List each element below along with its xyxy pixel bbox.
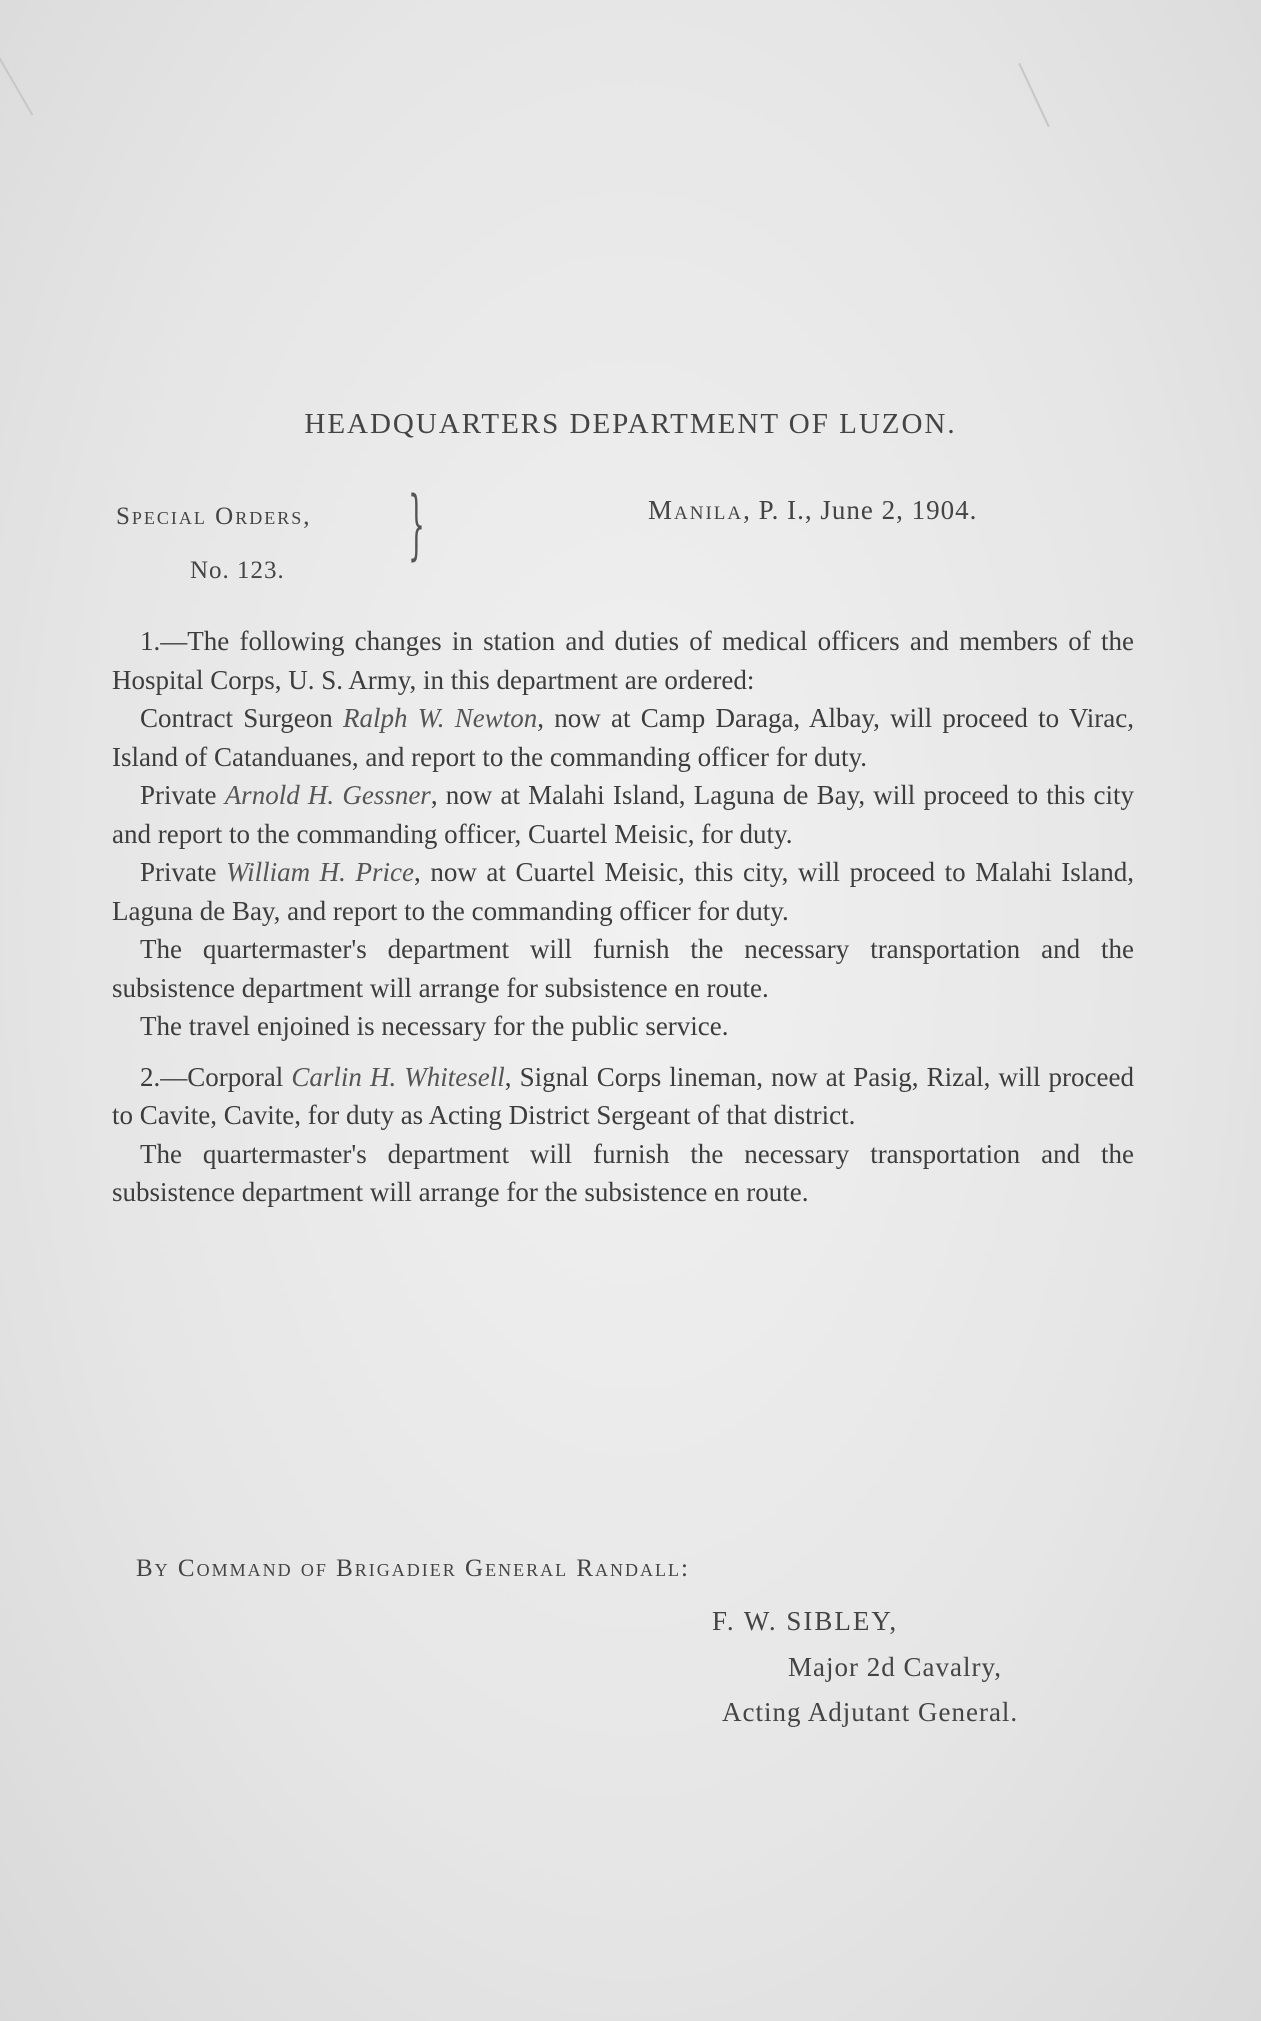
paragraph-newton	[112, 699, 1134, 776]
paragraph-public-service: The travel enjoined is necessary for the public service.	[140, 1011, 729, 1041]
text-segment: , now at Cuartel Meisic, this city, will proceed to Malahi Island, Laguna de Bay, and report to the commanding officer for duty.	[112, 857, 1135, 926]
signatory-name: F. W. SIBLEY,	[712, 1606, 899, 1636]
text-segment: , now at Camp Daraga, Albay, will proceed to Virac, Island of Catanduanes, and report to the commanding officer for duty.	[112, 703, 1134, 772]
place-name: Manila	[648, 495, 744, 525]
text-segment: , now at Malahi Island, Laguna de Bay, will proceed to this city and report to the commanding officer, Cuartel Meisic, for duty.	[112, 780, 1135, 849]
paragraph-transportation-2: The quartermaster's department will furnish the necessary transportation and the subsistence department will arrange for the subsistence en route.	[112, 1138, 1134, 1207]
paragraph-price	[112, 853, 1134, 930]
person-name-newton: Ralph W. Newton	[342, 703, 538, 733]
paragraph-whitesell	[112, 1058, 1134, 1135]
order-number: No. 123.	[190, 557, 285, 584]
date-text: , P. I., June 2, 1904.	[743, 495, 978, 525]
text-segment: Private	[140, 780, 225, 810]
text-segment: 2.—Corporal	[140, 1061, 292, 1092]
person-name-gessner: Arnold H. Gessner	[224, 780, 431, 810]
signatory-title: Acting Adjutant General.	[722, 1697, 1019, 1727]
order-body	[112, 622, 1134, 1212]
command-line: By Command of Brigadier General Randall:	[136, 1555, 690, 1582]
person-name-whitesell: Carlin H. Whitesell	[291, 1061, 505, 1092]
paragraph-transportation-1: The quartermaster's department will furnish the necessary transportation and the subsistence department will arrange for subsistence en route.	[112, 934, 1134, 1003]
place-date	[648, 495, 977, 526]
special-orders-label: Special Orders,	[116, 503, 312, 530]
text-segment: Private	[140, 857, 227, 887]
signatory-rank: Major 2d Cavalry,	[788, 1652, 1002, 1682]
brace-icon: }	[408, 479, 425, 568]
scratch-mark-left	[0, 54, 33, 116]
scratch-mark-top	[1018, 63, 1049, 127]
paragraph-gessner	[112, 776, 1134, 853]
section-1-intro: 1.—The following changes in station and duties of medical officers and members of the Hospital Corps, U. S. Army, in this department are ordered:	[112, 626, 1134, 695]
special-orders-block	[116, 490, 311, 598]
text-segment: Contract Surgeon	[140, 703, 343, 733]
person-name-price: William H. Price	[226, 857, 414, 887]
page-heading: HEADQUARTERS DEPARTMENT OF LUZON.	[304, 408, 957, 440]
text-segment: , Signal Corps lineman, now at Pasig, Rizal, will proceed to Cavite, Cavite, for duty as Acting District Sergeant of that district.	[112, 1061, 1134, 1130]
